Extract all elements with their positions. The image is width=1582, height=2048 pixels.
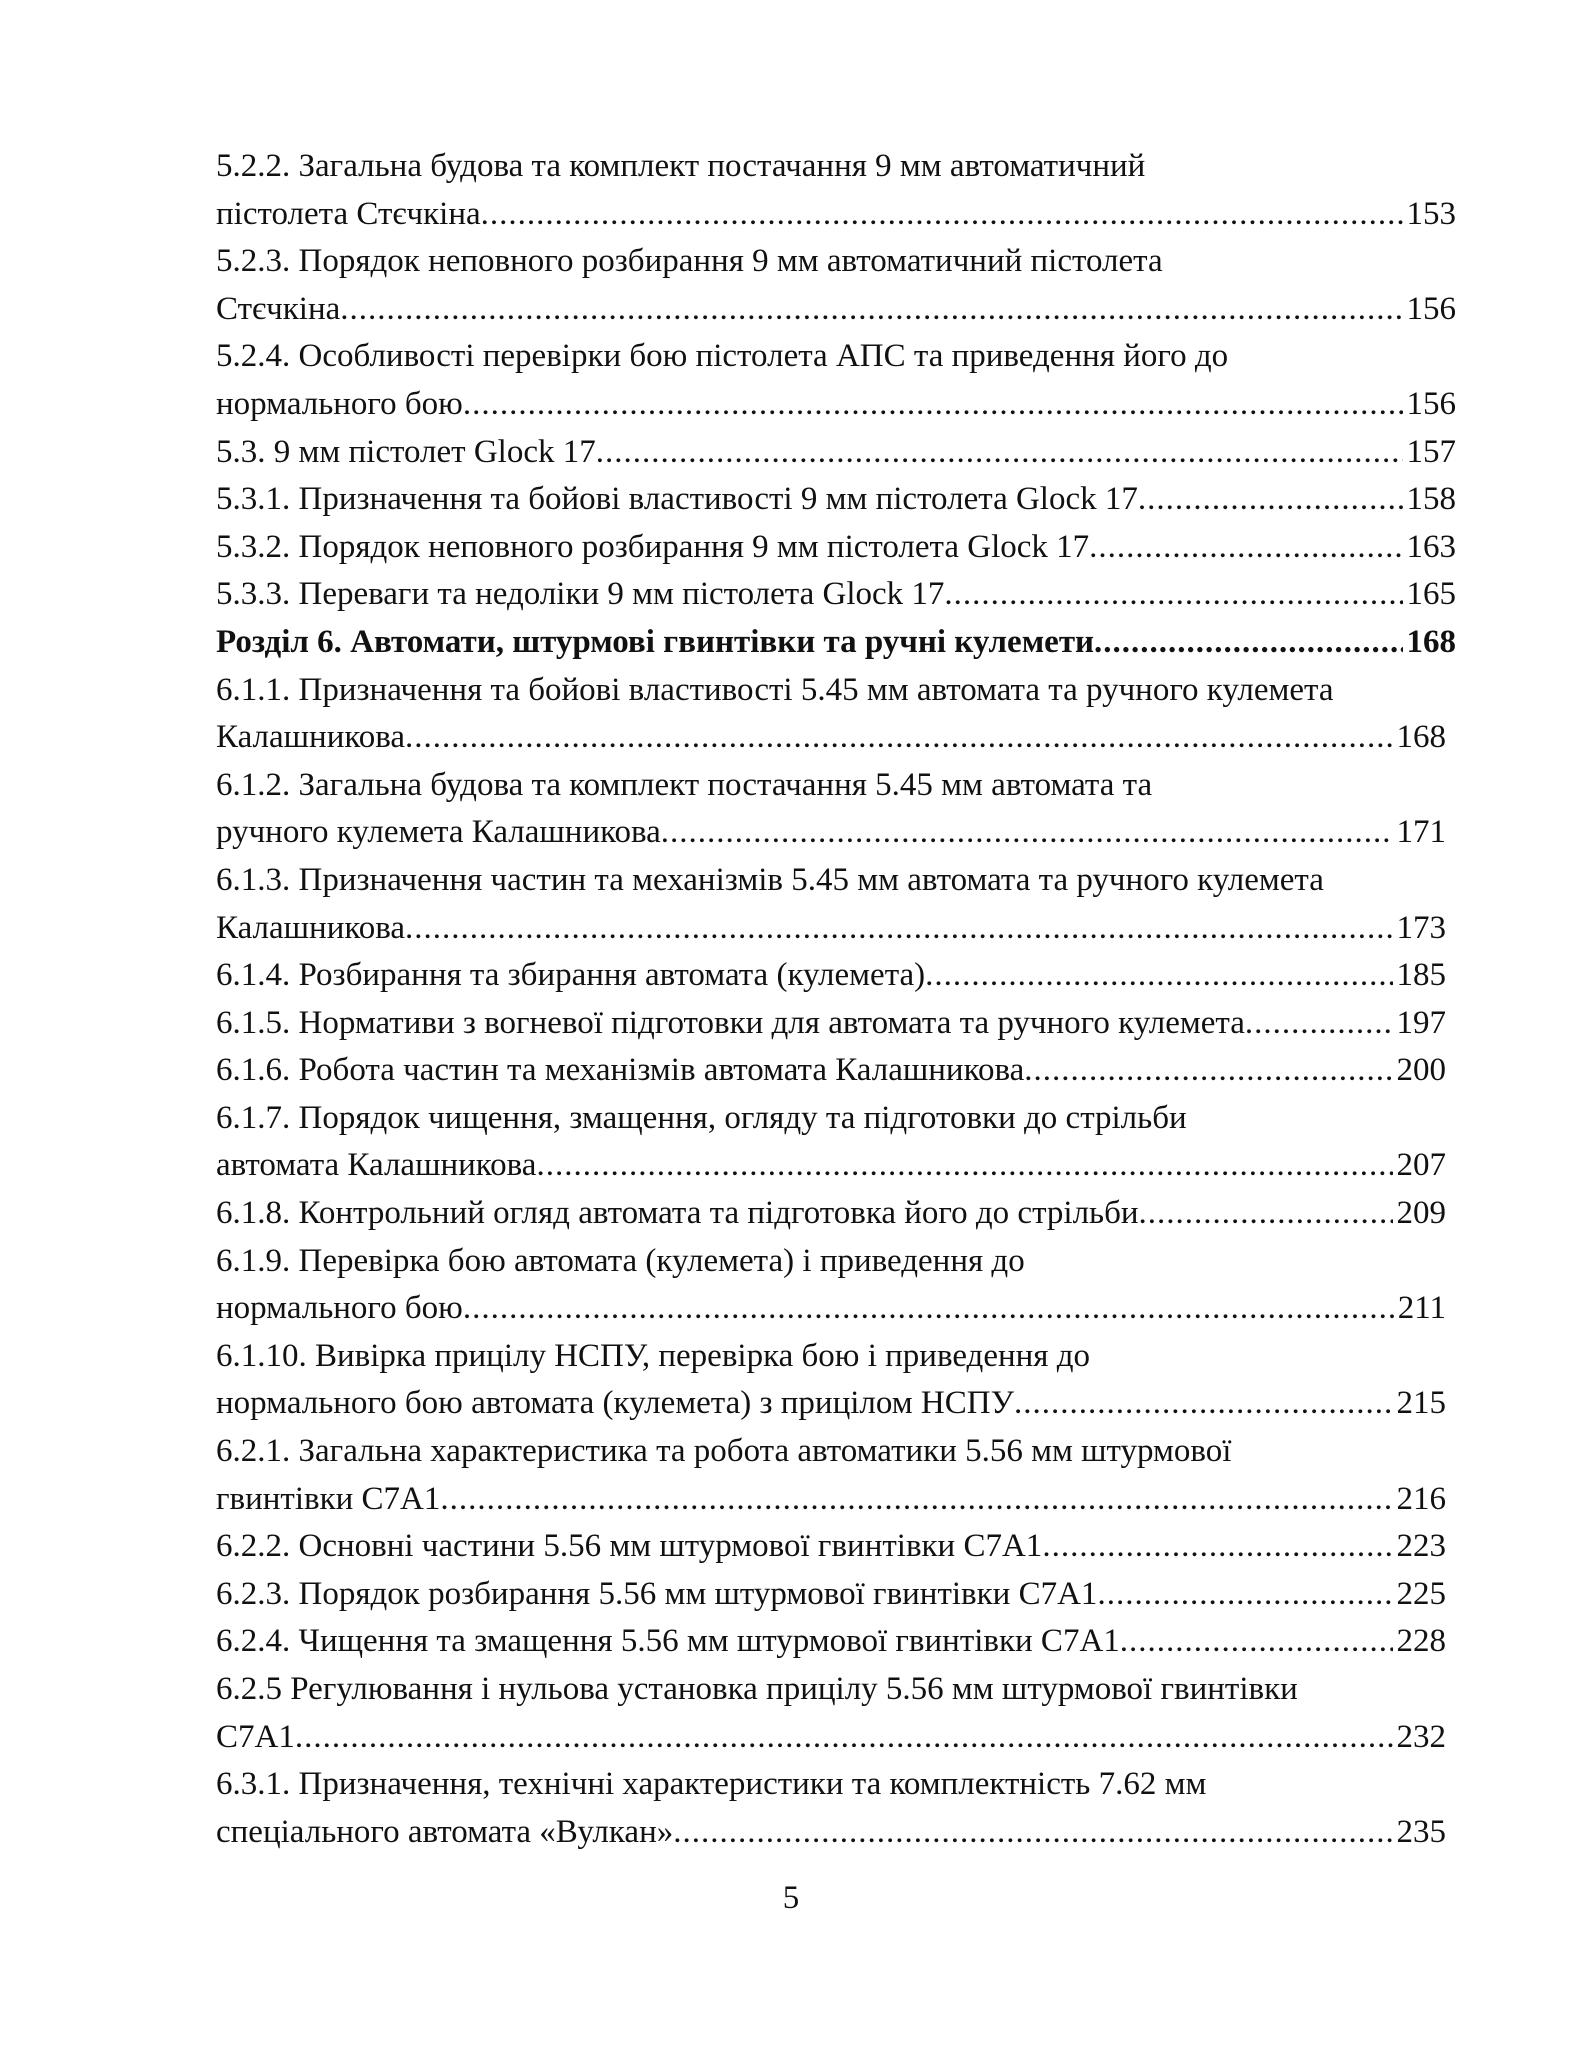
toc-entry-title: пістолета Стєчкіна [216, 195, 481, 232]
toc-entry-page-number: 209 [1396, 1195, 1446, 1232]
toc-entry-row [216, 476, 1456, 524]
toc-entry-title: гвинтівки С7А1 [216, 1480, 441, 1517]
toc-entry-title-line: 5.2.4. Особливості перевірки бою пістолета АПС та приведення його до [216, 338, 1229, 375]
toc-entry-title: 6.2.2. Основні частини 5.56 мм штурмової гвинтівки С7А1 [216, 1528, 1043, 1565]
toc-entry[interactable] [216, 857, 1456, 952]
toc-entry-title: нормального бою [216, 385, 463, 422]
page-number: 5 [782, 1880, 800, 1916]
toc-entry-title: Стєчкіна [216, 290, 341, 327]
toc-entry-page-number: 185 [1396, 957, 1446, 994]
toc-entry-title: 6.2.3. Порядок розбирання 5.56 мм штурмової гвинтівки С7А1 [216, 1575, 1098, 1612]
toc-entry-row [216, 1000, 1446, 1048]
dot-leader [405, 905, 1392, 953]
toc-entry[interactable] [216, 1523, 1456, 1571]
toc-entry[interactable] [216, 571, 1456, 619]
toc-entry-row [216, 381, 1456, 429]
toc-entry[interactable] [216, 1333, 1456, 1428]
toc-entry[interactable] [216, 524, 1456, 572]
toc-entry-page-number: 157 [1406, 433, 1456, 470]
dot-leader [1094, 619, 1402, 667]
toc-entry-title: нормального бою [216, 1290, 463, 1327]
toc-entry-title-line: 6.1.7. Порядок чищення, змащення, огляду та підготовки до стрільби [216, 1099, 1187, 1136]
toc-entry[interactable] [216, 1761, 1456, 1856]
toc-entry[interactable] [216, 1095, 1456, 1190]
toc-entry[interactable] [216, 1047, 1456, 1095]
toc-entry[interactable] [216, 1000, 1456, 1048]
toc-entry-row [216, 905, 1446, 953]
toc-entry-title: 6.2.4. Чищення та змащення 5.56 мм штурмової гвинтівки С7А1 [216, 1623, 1120, 1660]
dot-leader [661, 809, 1393, 857]
toc-entry-page-number: 168 [1406, 623, 1456, 660]
dot-leader [1089, 524, 1402, 572]
toc-entry-page-number: 197 [1396, 1004, 1446, 1041]
toc-entry-row [216, 1523, 1446, 1571]
dot-leader [1097, 1571, 1392, 1619]
toc-entry-row [216, 714, 1446, 762]
dot-leader [481, 191, 1403, 239]
toc-entry-row [216, 809, 1446, 857]
toc-entry-title: ручного кулемета Калашникова [216, 814, 661, 851]
dot-leader [340, 286, 1402, 334]
toc-entry-title: спеціального автомата «Вулкан» [216, 1813, 674, 1850]
dot-leader [463, 381, 1403, 429]
toc-entry-page-number: 165 [1406, 576, 1456, 613]
toc-entry-row [216, 1190, 1446, 1238]
toc-entry[interactable] [216, 1666, 1456, 1761]
toc-entry-row [216, 619, 1456, 667]
toc-entry-page-number: 235 [1396, 1813, 1446, 1850]
toc-entry[interactable] [216, 1618, 1456, 1666]
toc-entry-row [216, 191, 1456, 239]
dot-leader [536, 1142, 1392, 1190]
toc-entry-title: 5.3.3. Переваги та недоліки 9 мм пістолета Glock 17 [216, 576, 945, 613]
toc-entry-page-number: 211 [1397, 1290, 1446, 1327]
toc-entry-page-number: 200 [1396, 1052, 1446, 1089]
toc-entry-page-number: 156 [1406, 290, 1456, 327]
toc-entry-row [216, 1714, 1446, 1762]
toc-entry-title-line: 6.1.1. Призначення та бойові властивості 5.45 мм автомата та ручного кулемета [216, 671, 1334, 708]
toc-entry[interactable] [216, 1571, 1456, 1619]
toc-entry-row [216, 952, 1446, 1000]
toc-entry[interactable] [216, 476, 1456, 524]
toc-entry-title: Калашникова [216, 909, 406, 946]
toc-entry-page-number: 232 [1396, 1718, 1446, 1755]
toc-entry-title: автомата Калашникова [216, 1147, 537, 1184]
toc-entry-page-number: 171 [1396, 814, 1446, 851]
toc-entry-title-line: 6.1.10. Вивірка прицілу НСПУ, перевірка бою і приведення до [216, 1337, 1091, 1374]
toc-entry-title: С7А1 [216, 1718, 295, 1755]
toc-entry[interactable] [216, 1428, 1456, 1523]
toc-entry-title: 6.1.5. Нормативи з вогневої підготовки для автомата та ручного кулемета [216, 1004, 1245, 1041]
dot-leader [440, 1476, 1392, 1524]
toc-entry[interactable] [216, 762, 1456, 857]
toc-entry[interactable] [216, 1190, 1456, 1238]
toc-entry-page-number: 156 [1406, 385, 1456, 422]
dot-leader [1042, 1523, 1392, 1571]
toc-entry-title-line: 5.2.3. Порядок неповного розбирання 9 мм автоматичний пістолета [216, 243, 1163, 280]
table-of-contents [216, 143, 1456, 1856]
toc-entry[interactable] [216, 333, 1456, 428]
toc-entry-row [216, 1476, 1446, 1524]
toc-entry-page-number: 215 [1396, 1385, 1446, 1422]
toc-entry-title-line: 6.1.3. Призначення частин та механізмів 5.45 мм автомата та ручного кулемета [216, 861, 1324, 898]
toc-entry-page-number: 223 [1396, 1528, 1446, 1565]
toc-entry[interactable] [216, 238, 1456, 333]
toc-entry-title: 6.1.6. Робота частин та механізмів автомата Калашникова [216, 1052, 1025, 1089]
toc-entry[interactable] [216, 1238, 1456, 1333]
toc-entry-row [216, 1809, 1446, 1857]
toc-entry-page-number: 207 [1396, 1147, 1446, 1184]
dot-leader [1245, 1000, 1393, 1048]
toc-entry-row [216, 1285, 1446, 1333]
dot-leader [463, 1285, 1394, 1333]
dot-leader [1014, 1380, 1393, 1428]
toc-entry-row [216, 286, 1456, 334]
dot-leader [405, 714, 1392, 762]
toc-entry-title: Розділ 6. Автомати, штурмові гвинтівки та ручні кулемети [216, 623, 1095, 660]
toc-entry-title: 5.3.2. Порядок неповного розбирання 9 мм пістолета Glock 17 [216, 528, 1090, 565]
toc-entry-title: 6.1.4. Розбирання та збирання автомата (кулемета) [216, 957, 926, 994]
toc-entry-page-number: 163 [1406, 528, 1456, 565]
toc-entry-title: 6.1.8. Контрольний огляд автомата та підготовка його до стрільби [216, 1195, 1139, 1232]
dot-leader [1024, 1047, 1392, 1095]
toc-entry-page-number: 225 [1396, 1575, 1446, 1612]
dot-leader [596, 429, 1403, 477]
toc-entry-title: Калашникова [216, 719, 406, 756]
dot-leader [295, 1714, 1393, 1762]
toc-entry-row [216, 1380, 1446, 1428]
toc-entry-title-line: 6.2.1. Загальна характеристика та робота автоматики 5.56 мм штурмової [216, 1433, 1232, 1470]
toc-entry-page-number: 228 [1396, 1623, 1446, 1660]
toc-entry[interactable] [216, 667, 1456, 762]
dot-leader [1120, 1618, 1393, 1666]
toc-entry-row [216, 524, 1456, 572]
toc-entry[interactable] [216, 429, 1456, 477]
toc-entry-row [216, 1047, 1446, 1095]
toc-entry[interactable] [216, 619, 1456, 667]
toc-entry-title-line: 6.2.5 Регулювання і нульова установка прицілу 5.56 мм штурмової гвинтівки [216, 1671, 1298, 1707]
toc-entry[interactable] [216, 143, 1456, 238]
toc-entry-row [216, 571, 1456, 619]
toc-entry[interactable] [216, 952, 1456, 1000]
dot-leader [925, 952, 1392, 1000]
dot-leader [1138, 476, 1403, 524]
toc-entry-title: нормального бою автомата (кулемета) з прицілом НСПУ [216, 1385, 1014, 1422]
toc-entry-title: 5.3. 9 мм пістолет Glock 17 [216, 433, 596, 470]
toc-entry-page-number: 168 [1396, 719, 1446, 756]
toc-entry-title-line: 6.1.9. Перевірка бою автомата (кулемета) і приведення до [216, 1242, 1025, 1279]
toc-entry-page-number: 158 [1406, 481, 1456, 518]
toc-entry-row [216, 1142, 1446, 1190]
toc-entry-page-number: 153 [1406, 195, 1456, 232]
toc-entry-row [216, 1571, 1446, 1619]
toc-entry-title-line: 5.2.2. Загальна будова та комплект постачання 9 мм автоматичний [216, 148, 1146, 184]
toc-entry-title: 5.3.1. Призначення та бойові властивості 9 мм пістолета Glock 17 [216, 481, 1138, 518]
dot-leader [1139, 1190, 1393, 1238]
toc-entry-page-number: 173 [1396, 909, 1446, 946]
toc-entry-row [216, 1618, 1446, 1666]
toc-entry-page-number: 216 [1396, 1480, 1446, 1517]
toc-entry-title-line: 6.1.2. Загальна будова та комплект постачання 5.45 мм автомата та [216, 766, 1153, 803]
toc-entry-row [216, 429, 1456, 477]
dot-leader [944, 571, 1402, 619]
dot-leader [673, 1809, 1392, 1857]
toc-entry-title-line: 6.3.1. Призначення, технічні характеристики та комплектність 7.62 мм [216, 1766, 1207, 1803]
